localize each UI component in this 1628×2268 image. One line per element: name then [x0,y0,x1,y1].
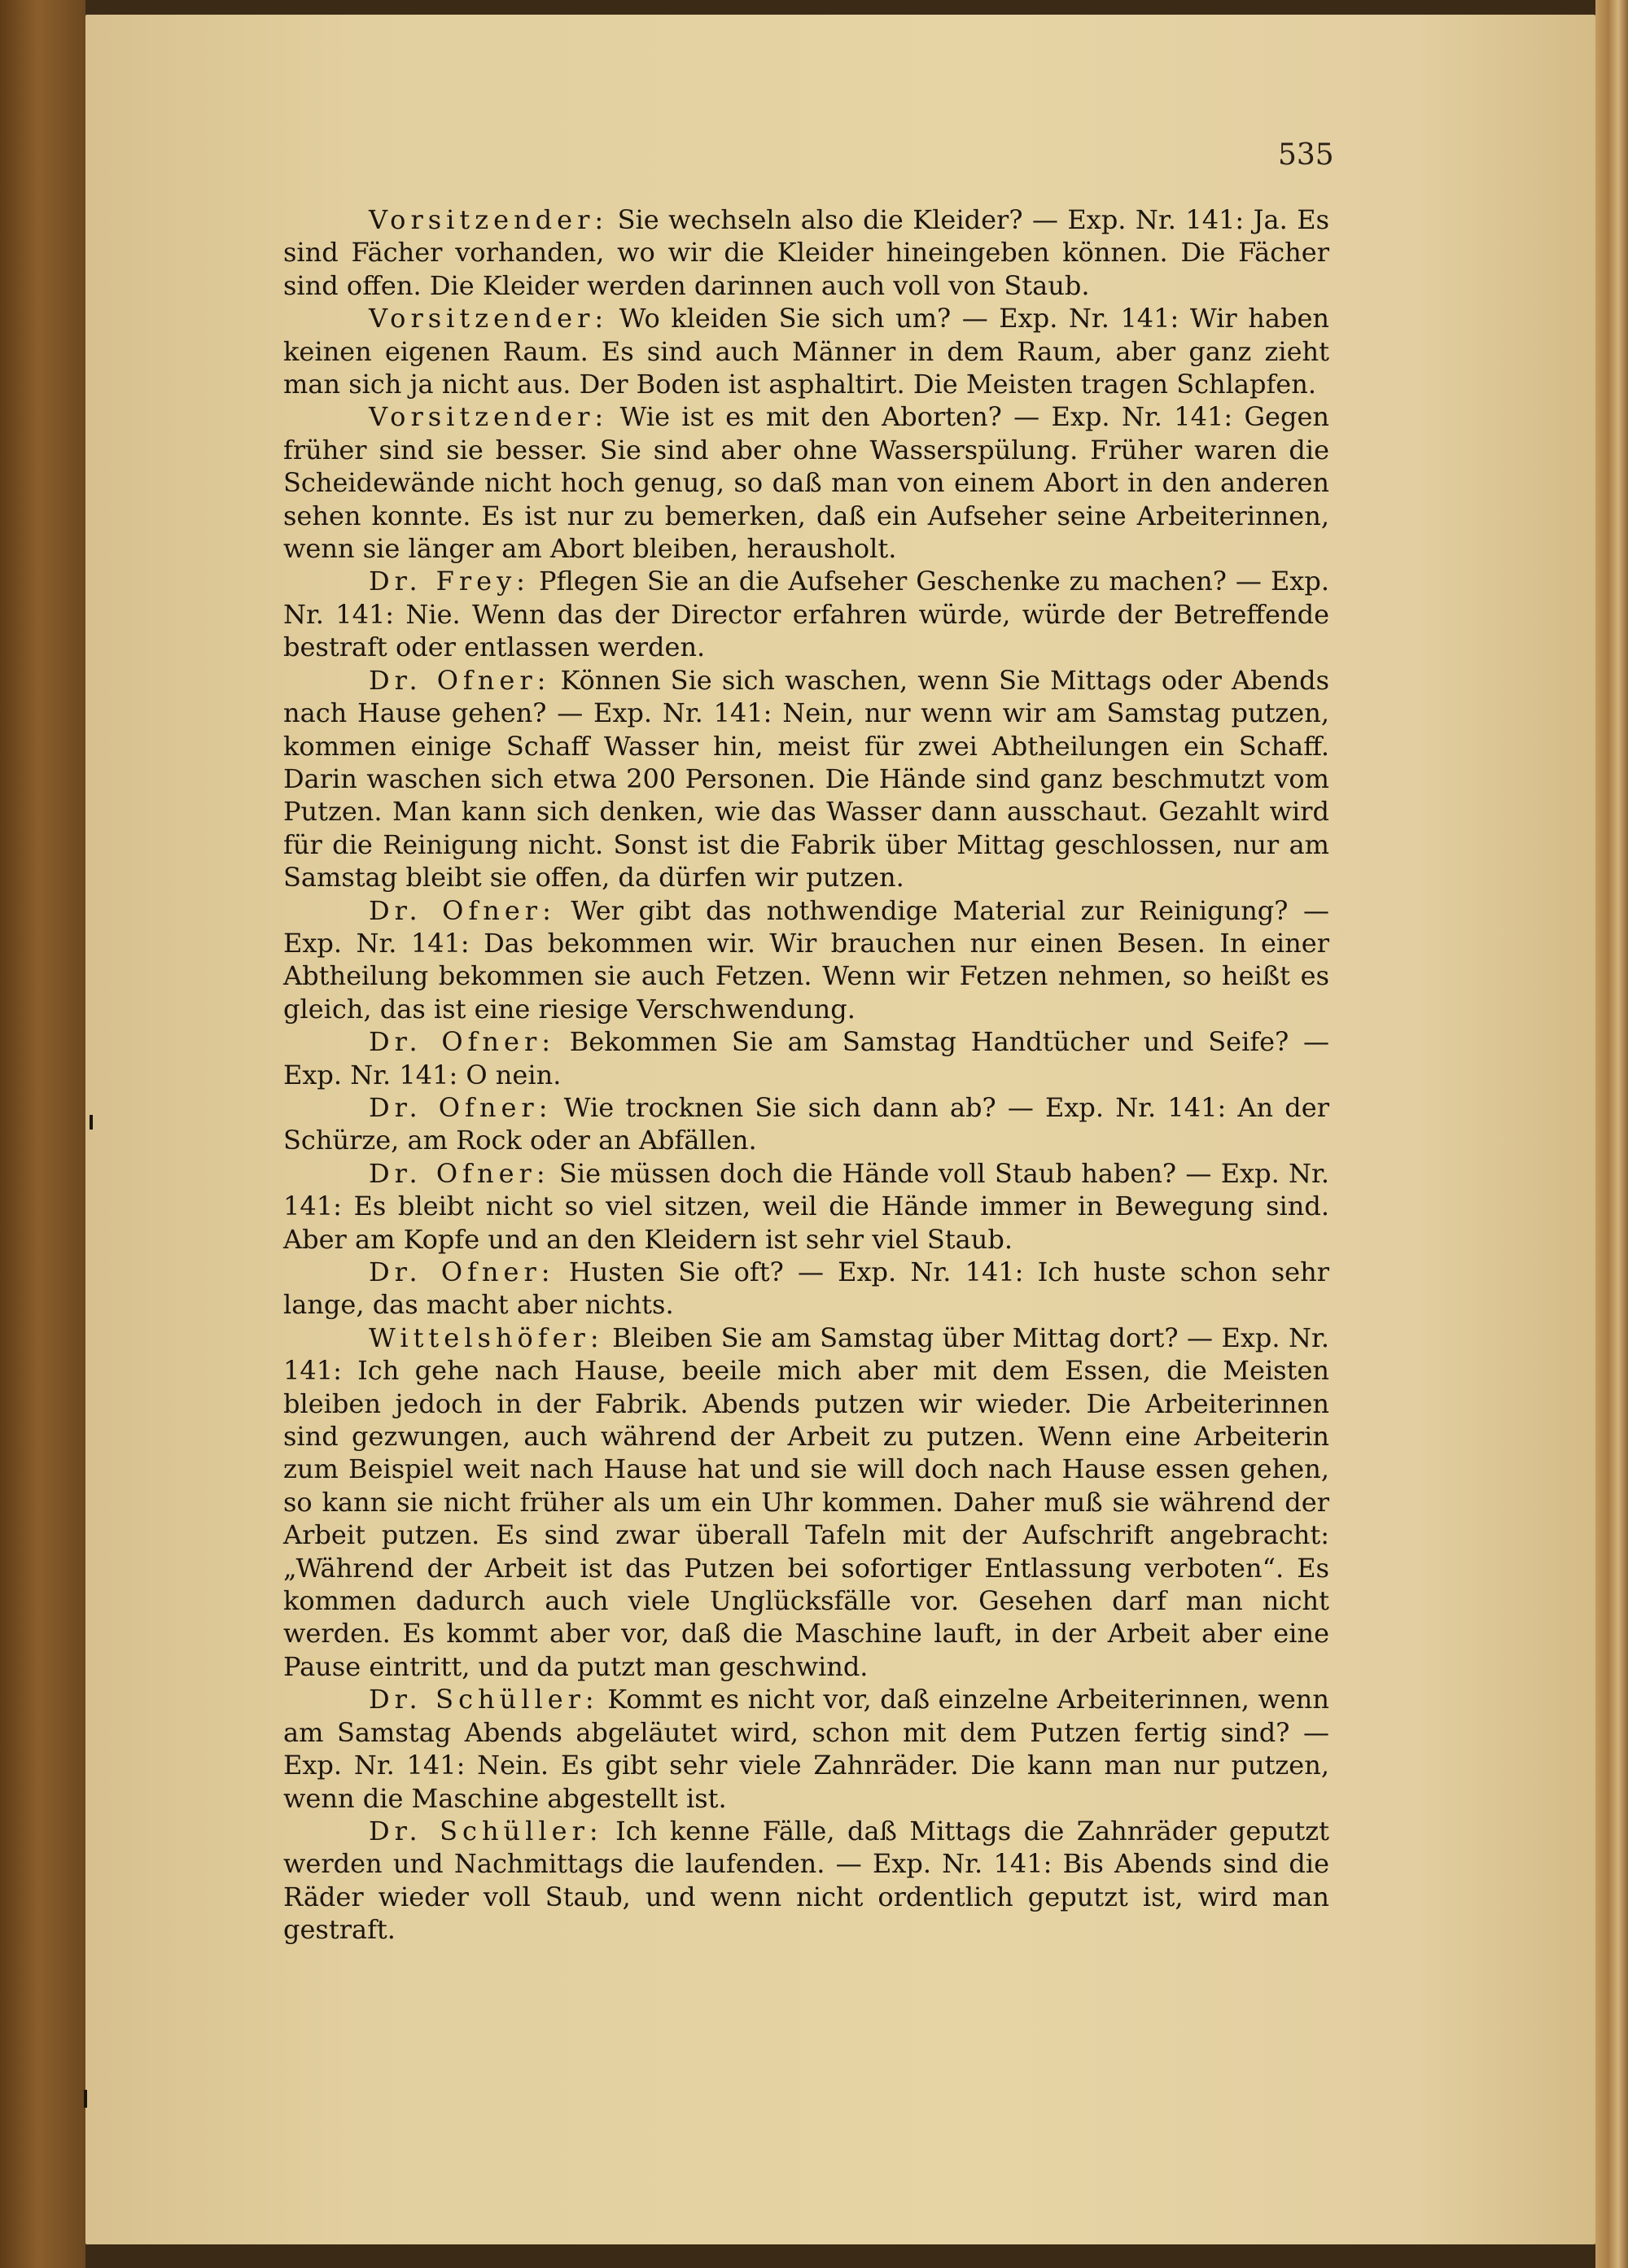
speaker-name: Vorsitzender: [369,204,609,235]
paragraph [283,1322,1329,1683]
paragraph [283,1157,1329,1256]
margin-mark [90,1115,93,1130]
speaker-name: Wittelshöfer: [369,1322,604,1353]
paragraph [283,302,1329,400]
speaker-name: Dr. Schüller: [369,1815,603,1846]
paragraph-text: Wie ist es mit den Aborten? — Exp. Nr. 141: Gegen früher sind sie besser. Sie sind aber ohne Wasserspülung. Früher waren die Scheidewände nicht hoch genug, so daß man von einem Abort in den anderen sehen konnte. Es ist nur zu bemerken, daß ein Aufseher seine Arbeiterinnen, wenn sie länger am Abort bleiben, herausholt. [283,401,1329,565]
paragraph-text: Kommt es nicht vor, daß einzelne Arbeiterinnen, wenn am Samstag Abends abgeläutet wird, schon mit dem Putzen fertig sind? — Exp. Nr. 141: Nein. Es gibt sehr viele Zahnräder. Die kann man nur putzen, wenn die Maschine abgestellt ist. [283,1684,1329,1814]
page-edges [1595,0,1628,2268]
paragraph-text: Sie wechseln also die Kleider? — Exp. Nr. 141: Ja. Es sind Fächer vorhanden, wo wir die Kleider hineingeben können. Die Fächer sind offen. Die Kleider werden darinnen auch voll von Staub. [283,204,1329,301]
speaker-name: Dr. Ofner: [369,1026,556,1058]
margin-mark [84,2090,87,2108]
paragraph [283,565,1329,663]
paragraph-text: Sie müssen doch die Hände voll Staub haben? — Exp. Nr. 141: Es bleibt nicht so viel sitzen, weil die Hände immer in Bewegung sind. Aber am Kopfe und an den Kleidern ist sehr viel Staub. [283,1157,1330,1255]
paragraph [283,1683,1329,1815]
paragraph [283,1815,1329,1947]
paragraph [283,894,1329,1026]
paragraph-text: Können Sie sich waschen, wenn Sie Mittags oder Abends nach Hause gehen? — Exp. Nr. 141: Nein, nur wenn wir am Samstag putzen, kommen einige Schaff Wasser hin, meist für zwei Abtheilungen ein Schaff. Darin waschen sich etwa 200 Personen. Die Hände sind ganz beschmutzt vom Putzen. Man kann sich denken, wie das Wasser dann ausschaut. Gezahlt wird für die Reinigung nicht. Sonst ist die Fabrik über Mittag geschlossen, nur am Samstag bleibt sie offen, da dürfen wir putzen. [283,664,1330,894]
paragraph-text: Ich kenne Fälle, daß Mittags die Zahnräder geputzt werden und Nachmittags die laufenden. — Exp. Nr. 141: Bis Abends sind die Räder wieder voll Staub, und wenn nicht ordentlich geputzt ist, wird man gestraft. [283,1815,1330,1946]
paragraph-text: Husten Sie oft? — Exp. Nr. 141: Ich huste schon sehr lange, das macht aber nichts. [283,1256,1330,1321]
paragraph [283,203,1329,302]
paragraph-text: Wo kleiden Sie sich um? — Exp. Nr. 141: Wir haben keinen eigenen Raum. Es sind auch Männer in dem Raum, aber ganz zieht man sich ja nicht aus. Der Boden ist asphaltirt. Die Meisten tragen Schlapfen. [283,303,1329,400]
page-number: 535 [1278,138,1334,172]
paragraph [283,400,1329,565]
book-spine [0,0,85,2268]
paragraph-text: Wie trocknen Sie sich dann ab? — Exp. Nr. 141: An der Schürze, am Rock oder an Abfällen. [283,1091,1330,1156]
speaker-name: Dr. Ofner: [369,1091,553,1123]
speaker-name: Vorsitzender: [369,401,609,433]
paragraph [283,1025,1329,1091]
paragraph [283,1091,1329,1157]
speaker-name: Dr. Ofner: [369,664,551,696]
speaker-name: Vorsitzender: [369,303,609,334]
document-body [283,203,1329,1947]
paragraph [283,664,1329,894]
paragraph-text: Pflegen Sie an die Aufseher Geschenke zu machen? — Exp. Nr. 141: Nie. Wenn das der Director erfahren würde, würde der Betreffende bestraft oder entlassen werden. [283,566,1330,663]
speaker-name: Dr. Frey: [369,566,530,597]
paragraph-text: Bekommen Sie am Samstag Handtücher und Seife? — Exp. Nr. 141: O nein. [283,1026,1330,1090]
paragraph-text: Wer gibt das nothwendige Material zur Reinigung? — Exp. Nr. 141: Das bekommen wir. Wir brauchen nur einen Besen. In einer Abtheilung bekommen sie auch Fetzen. Wenn wir Fetzen nehmen, so heißt es gleich, das ist eine riesige Verschwendung. [283,894,1330,1025]
speaker-name: Dr. Schüller: [369,1684,599,1715]
speaker-name: Dr. Ofner: [369,894,556,926]
speaker-name: Dr. Ofner: [369,1256,555,1287]
speaker-name: Dr. Ofner: [369,1157,550,1189]
paragraph-text: Bleiben Sie am Samstag über Mittag dort? — Exp. Nr. 141: Ich gehe nach Hause, beeile mich aber mit dem Essen, die Meisten bleiben jedoch in der Fabrik. Abends putzen wir wieder. Die Arbeiterinnen sind gezwungen, auch während der Arbeit zu putzen. Wenn eine Arbeiterin zum Beispiel weit nach Hause hat und sie will doch nach Hause essen gehen, so kann sie nicht früher als um ein Uhr kommen. Daher muß sie während der Arbeit putzen. Es sind zwar überall Tafeln mit der Aufschrift angebracht: „Während der Arbeit ist das Putzen bei sofortiger Entlassung verboten“. Es kommen dadurch auch viele Unglücksfälle vor. Gesehen darf man nicht werden. Es kommt aber vor, daß die Maschine lauft, in der Arbeit aber eine Pause eintritt, und da putzt man geschwind. [283,1322,1329,1682]
paragraph [283,1256,1329,1322]
